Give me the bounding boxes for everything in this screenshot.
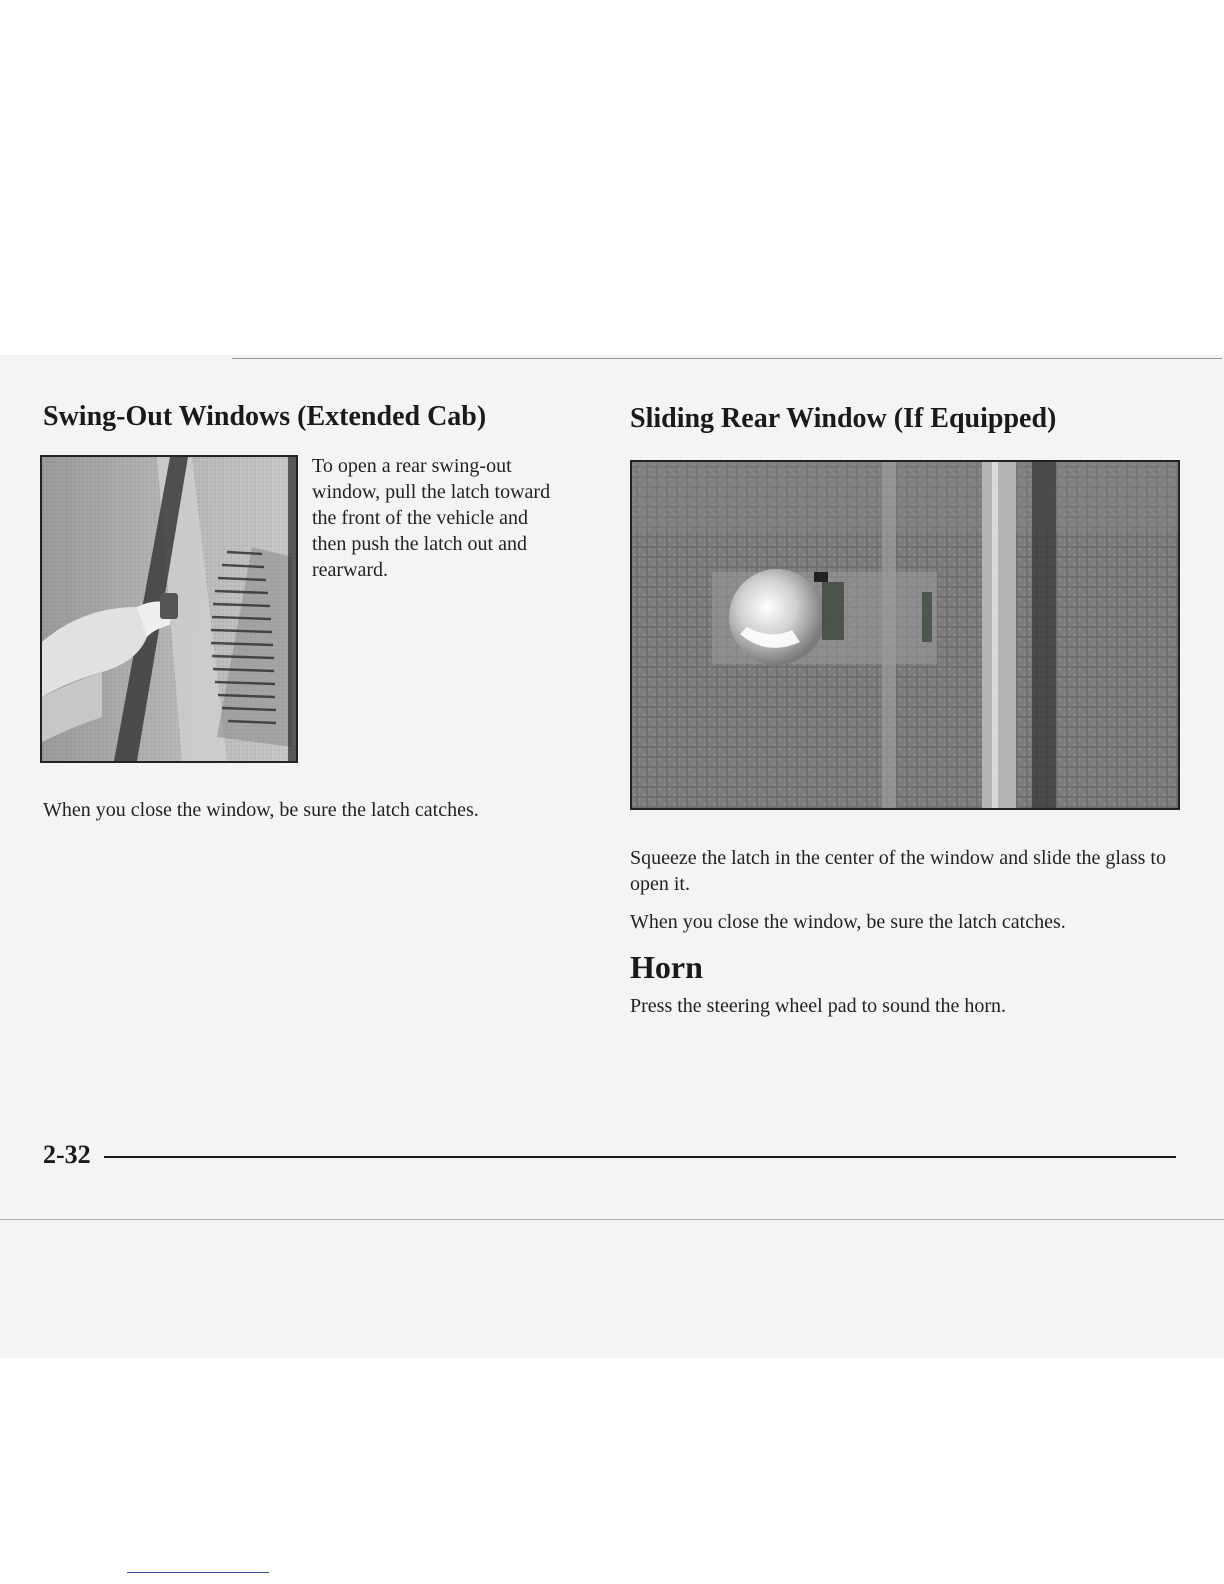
top-divider: [232, 358, 1222, 359]
swing-out-latch-photo: [40, 455, 298, 763]
bottom-divider: [0, 1219, 1224, 1220]
sliding-rear-closing-note: When you close the window, be sure the latch catches.: [630, 911, 1066, 933]
corner-mark: [127, 1572, 269, 1573]
horn-instruction: Press the steering wheel pad to sound the horn.: [630, 995, 1007, 1017]
horn-heading: Horn: [630, 949, 703, 985]
page-number: 2-32: [43, 1140, 91, 1169]
sliding-rear-heading: Sliding Rear Window (If Equipped): [630, 403, 1057, 434]
swing-out-closing-note: When you close the window, be sure the latch catches.: [43, 799, 479, 821]
sliding-rear-latch-photo: [630, 460, 1180, 810]
sliding-rear-instruction: Squeeze the latch in the center of the window and slide the glass to open it.: [630, 847, 1166, 895]
swing-out-heading: Swing-Out Windows (Extended Cab): [43, 401, 487, 432]
swing-out-latch-illustration: [42, 457, 296, 761]
swing-out-instruction: To open a rear swing-out window, pull the latch toward the front of the vehicle and then push the latch out and rearward.: [312, 455, 551, 581]
footer-rule: [104, 1156, 1176, 1158]
sliding-rear-latch-illustration: [632, 462, 1178, 808]
